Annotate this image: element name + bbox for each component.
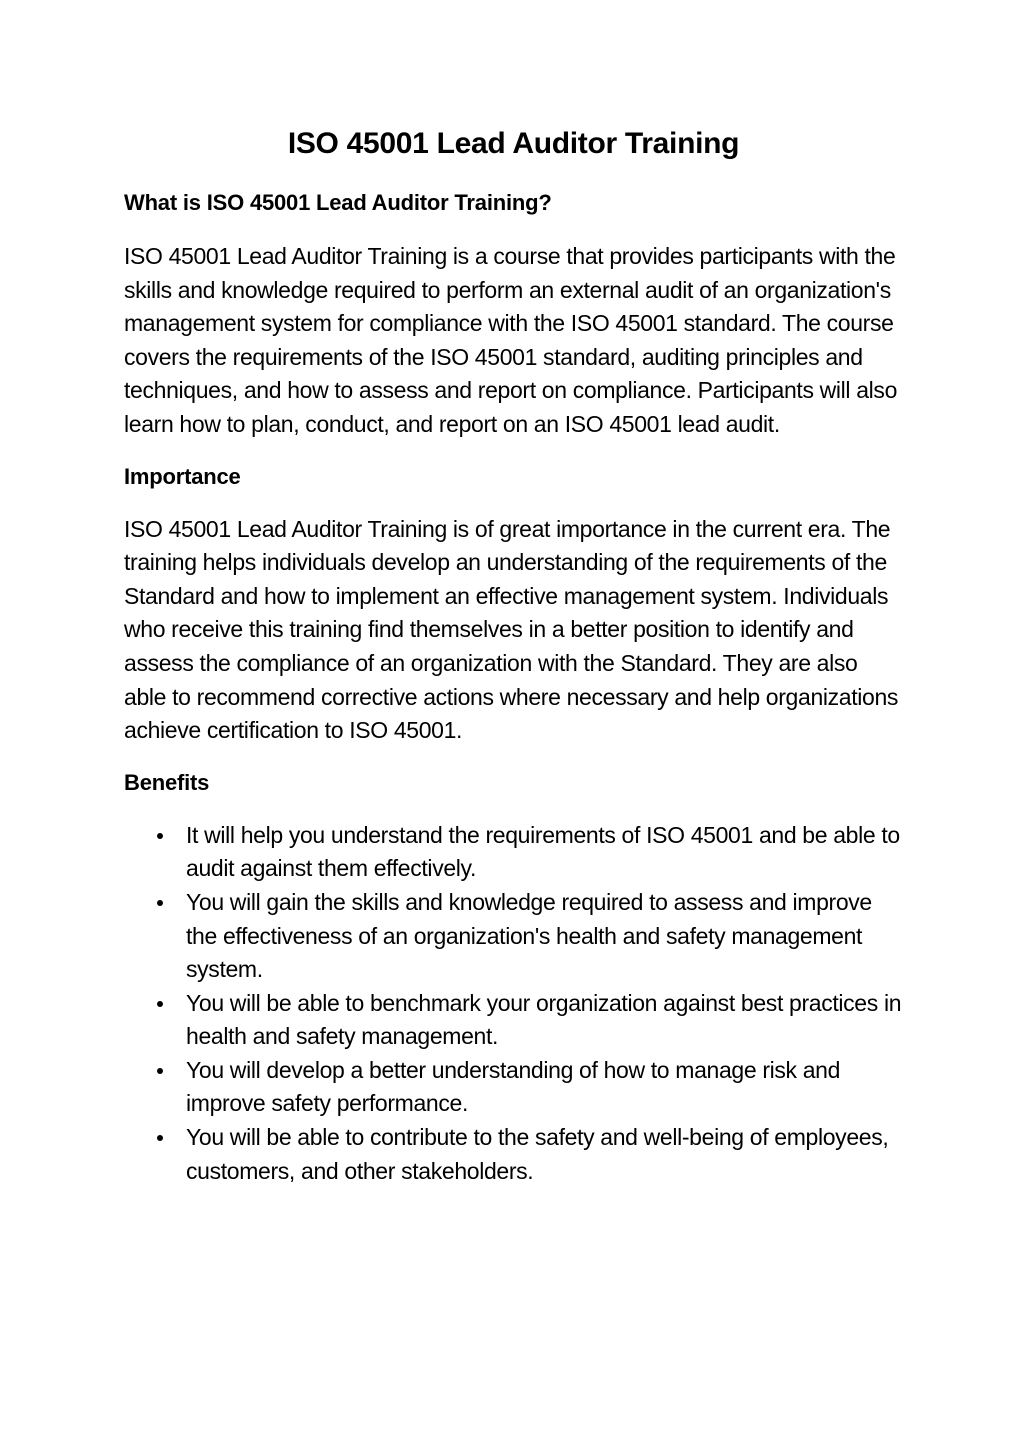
benefits-list xyxy=(124,819,903,1189)
section-heading-benefits: Benefits xyxy=(124,769,210,795)
list-item xyxy=(124,1054,903,1121)
list-item-text: You will develop a better understanding of how to manage risk and improve safety performance. xyxy=(186,1056,841,1117)
bullet-icon xyxy=(157,1135,163,1141)
list-item xyxy=(124,886,903,987)
bullet-icon xyxy=(157,833,163,839)
list-item-text: You will be able to benchmark your organization against best practices in health and safety management. xyxy=(186,989,902,1050)
list-item-text: It will help you understand the requirements of ISO 45001 and be able to audit against them effectively. xyxy=(186,821,900,882)
list-item-text: You will be able to contribute to the safety and well-being of employees, customers, and other stakeholders. xyxy=(186,1124,889,1184)
bullet-icon xyxy=(157,1001,163,1007)
list-item xyxy=(124,1121,903,1188)
bullet-icon xyxy=(157,900,163,906)
list-item-text: You will gain the skills and knowledge required to assess and improve the effectiveness of an organization's health and safety management system. xyxy=(186,888,872,983)
list-item xyxy=(124,819,903,886)
section-heading-what-is: What is ISO 45001 Lead Auditor Training? xyxy=(124,190,552,215)
list-item xyxy=(124,987,903,1054)
document-title: ISO 45001 Lead Auditor Training xyxy=(287,127,740,160)
section-body-what-is: ISO 45001 Lead Auditor Training is a course that provides participants with the skills and knowledge required to perform an external audit of an organization's management system for compliance with the ISO 45001 standard. The course covers the requirements of the ISO 45001 standard, auditing principles and techniques, and how to assess and report on compliance. Participants will also learn how to plan, conduct, and report on an ISO 45001 lead audit. xyxy=(124,243,898,437)
section-heading-importance: Importance xyxy=(124,463,241,489)
bullet-icon xyxy=(157,1068,163,1074)
section-body-importance: ISO 45001 Lead Auditor Training is of great importance in the current era. The training helps individuals develop an understanding of the requirements of the Standard and how to implement an effective management system. Individuals who receive this training find themselves in a better position to identify and assess the compliance of an organization with the Standard. They are also able to recommend corrective actions where necessary and help organizations achieve certification to ISO 45001. xyxy=(124,515,899,744)
